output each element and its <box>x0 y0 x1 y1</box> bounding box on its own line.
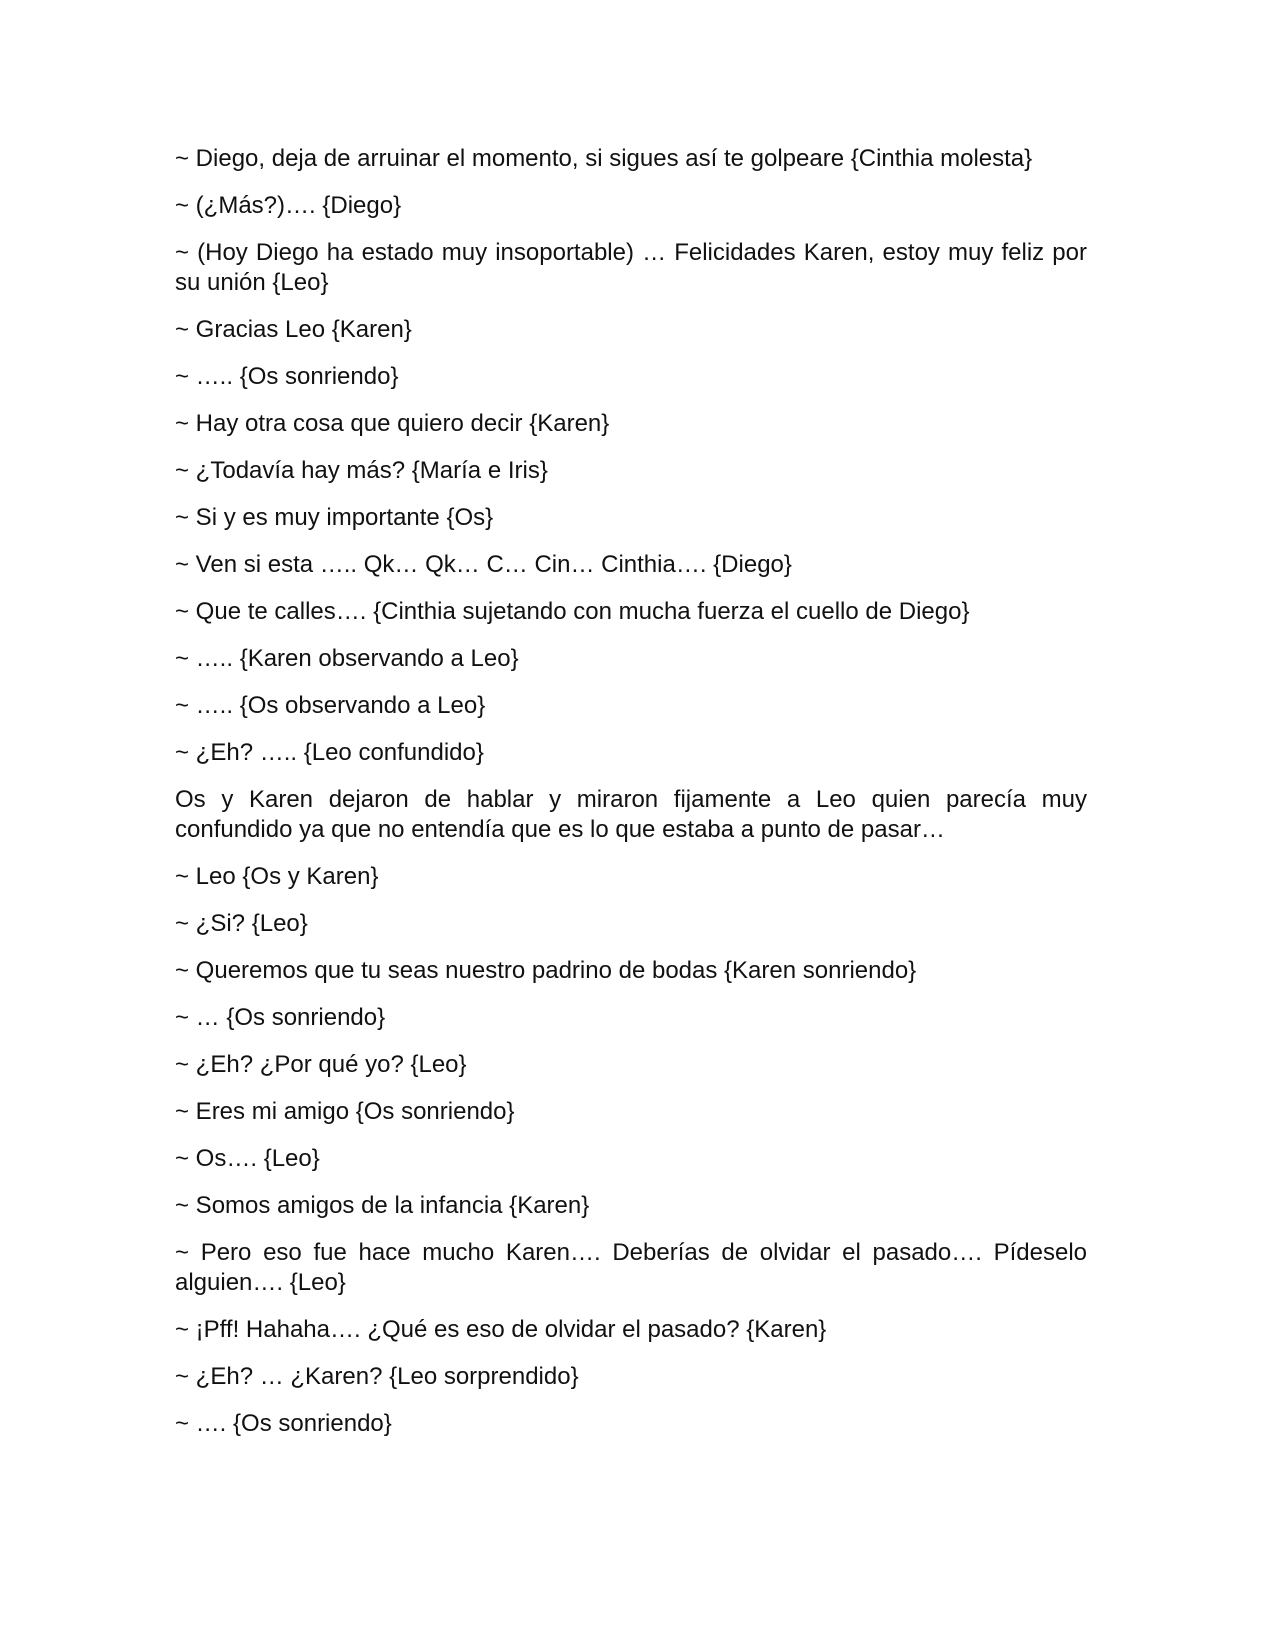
dialogue-line: ~ Gracias Leo {Karen} <box>175 316 412 343</box>
dialogue-line: ~ Ven si esta ….. Qk… Qk… C… Cin… Cinthia…. {Diego} <box>175 551 792 578</box>
dialogue-line: ~ Hay otra cosa que quiero decir {Karen} <box>175 410 610 437</box>
dialogue-line: ~ Pero eso fue hace mucho Karen…. Deberías de olvidar el pasado…. Pídeselo alguien…. {Leo} <box>175 1239 1087 1296</box>
dialogue-line: ~ ¿Eh? … ¿Karen? {Leo sorprendido} <box>175 1363 579 1390</box>
dialogue-line: ~ ¿Todavía hay más? {María e Iris} <box>175 457 548 484</box>
dialogue-line: ~ Queremos que tu seas nuestro padrino de bodas {Karen sonriendo} <box>175 957 917 984</box>
dialogue-line: ~ Somos amigos de la infancia {Karen} <box>175 1192 590 1219</box>
dialogue-line: ~ …. {Os sonriendo} <box>175 1410 392 1437</box>
dialogue-line: ~ Leo {Os y Karen} <box>175 863 379 890</box>
dialogue-line: ~ Si y es muy importante {Os} <box>175 504 494 531</box>
dialogue-line: ~ ….. {Karen observando a Leo} <box>175 645 519 672</box>
dialogue-line: ~ Os…. {Leo} <box>175 1145 320 1172</box>
dialogue-line: ~ ….. {Os sonriendo} <box>175 363 399 390</box>
narration-paragraph: Os y Karen dejaron de hablar y miraron fijamente a Leo quien parecía muy confundido ya que no entendía que es lo que estaba a punto de pasar… <box>175 786 1087 843</box>
dialogue-line: ~ ¿Si? {Leo} <box>175 910 308 937</box>
dialogue-line: ~ … {Os sonriendo} <box>175 1004 386 1031</box>
dialogue-line: ~ (Hoy Diego ha estado muy insoportable) … Felicidades Karen, estoy muy feliz por su unión {Leo} <box>175 239 1087 296</box>
document-body <box>175 144 1087 1456</box>
dialogue-line: ~ ¿Eh? ¿Por qué yo? {Leo} <box>175 1051 467 1078</box>
dialogue-line: ~ Que te calles…. {Cinthia sujetando con mucha fuerza el cuello de Diego} <box>175 598 970 625</box>
dialogue-line: ~ ….. {Os observando a Leo} <box>175 692 486 719</box>
dialogue-line: ~ Diego, deja de arruinar el momento, si sigues así te golpeare {Cinthia molesta} <box>175 145 1033 172</box>
dialogue-line: ~ (¿Más?)…. {Diego} <box>175 192 402 219</box>
dialogue-line: ~ ¿Eh? ….. {Leo confundido} <box>175 739 484 766</box>
dialogue-line: ~ Eres mi amigo {Os sonriendo} <box>175 1098 515 1125</box>
dialogue-line: ~ ¡Pff! Hahaha…. ¿Qué es eso de olvidar el pasado? {Karen} <box>175 1316 827 1343</box>
